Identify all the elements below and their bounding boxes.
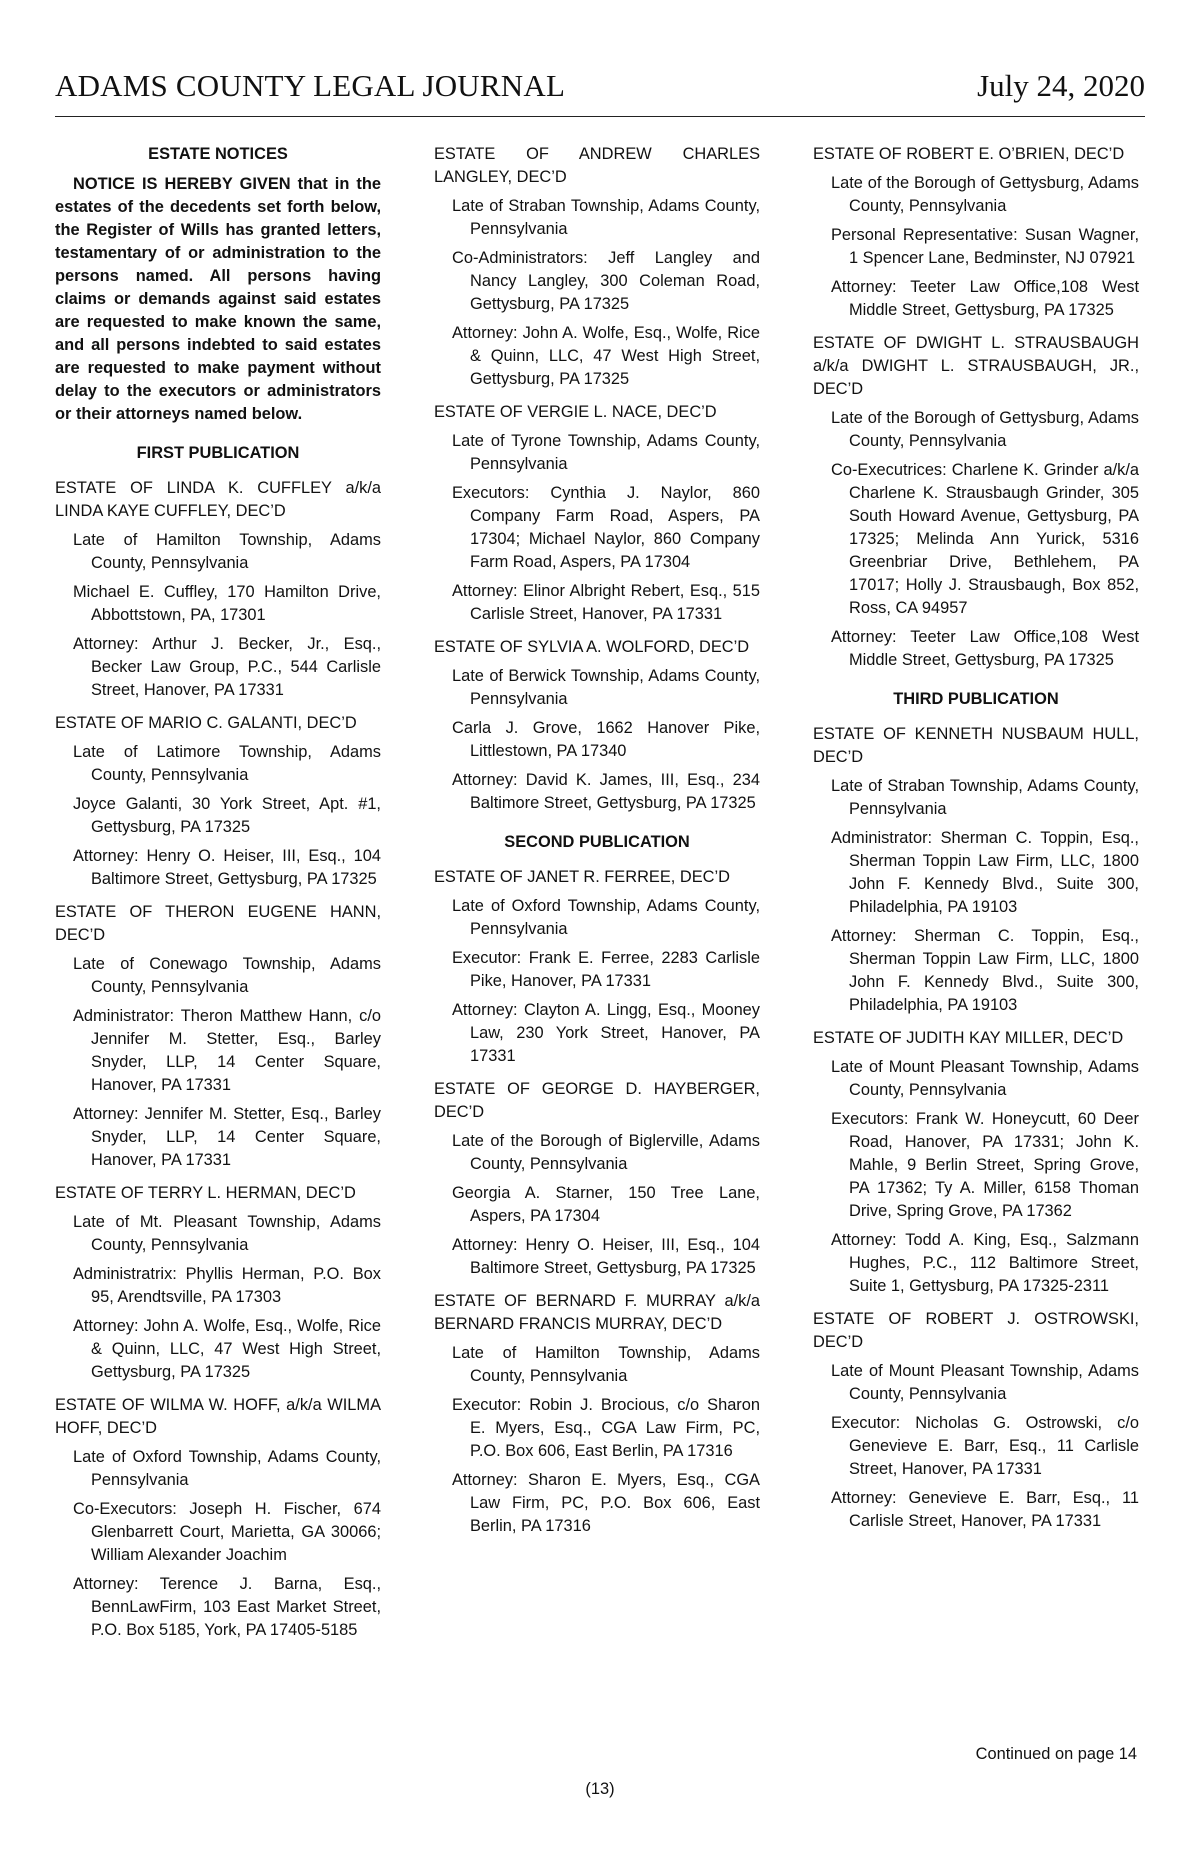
estate-notice [434,401,760,626]
estate-detail: Attorney: Sharon E. Myers, Esq., CGA Law Firm, PC, P.O. Box 606, East Berlin, PA 17316 [452,1471,760,1535]
estate-detail: Executor: Robin J. Brocious, c/o Sharon E. Myers, Esq., CGA Law Firm, PC, P.O. Box 606, East Berlin, PA 17316 [452,1396,760,1460]
estate-name: ESTATE OF VERGIE L. NACE, DEC’D [434,403,717,421]
estate-detail: Joyce Galanti, 30 York Street, Apt. #1, Gettysburg, PA 17325 [73,795,381,836]
estate-detail: Attorney: Teeter Law Office,108 West Middle Street, Gettysburg, PA 17325 [831,628,1139,669]
estate-detail: Late of Berwick Township, Adams County, Pennsylvania [452,667,760,708]
estate-notice [55,1182,381,1384]
estate-name: ESTATE OF ANDREW CHARLES LANGLEY, DEC’D [434,145,760,186]
estate-notice [434,1078,760,1280]
estate-detail: Late of Oxford Township, Adams County, Pennsylvania [73,1448,381,1489]
estate-detail: Attorney: Terence J. Barna, Esq., BennLawFirm, 103 East Market Street, P.O. Box 5185, York, PA 17405-5185 [73,1575,381,1639]
estate-name: ESTATE OF TERRY L. HERMAN, DEC’D [55,1184,356,1202]
estate-detail: Attorney: John A. Wolfe, Esq., Wolfe, Rice & Quinn, LLC, 47 West High Street, Gettysburg, PA 17325 [73,1317,381,1381]
estate-notice [55,477,381,702]
estate-name: ESTATE OF ROBERT E. O’BRIEN, DEC’D [813,145,1125,163]
estate-name: ESTATE OF KENNETH NUSBAUM HULL, DEC’D [813,725,1139,766]
estate-detail: Executor: Frank E. Ferree, 2283 Carlisle Pike, Hanover, PA 17331 [452,949,760,990]
estate-detail: Attorney: Sherman C. Toppin, Esq., Sherman Toppin Law Firm, LLC, 1800 John F. Kennedy Blvd., Suite 300, Philadelphia, PA 19103 [831,927,1139,1014]
estate-notice [813,723,1139,1017]
estate-detail: Co-Executrices: Charlene K. Grinder a/k/a Charlene K. Strausbaugh Grinder, 305 South Howard Avenue, Gettysburg, PA 17325; Melinda Ann Yurick, 5316 Greenbriar Drive, Bethlehem, PA 17017; Holly J. Strausbaugh, Box 852, Ross, CA 94957 [831,461,1139,617]
estate-notice [813,1027,1139,1298]
estate-notice [813,1308,1139,1533]
issue-date: July 24, 2020 [977,68,1145,103]
estate-name: ESTATE OF GEORGE D. HAYBERGER, DEC’D [434,1080,760,1121]
estate-detail: Late of Conewago Township, Adams County, Pennsylvania [73,955,381,996]
estate-detail: Executors: Cynthia J. Naylor, 860 Company Farm Road, Aspers, PA 17304; Michael Naylor, 860 Company Farm Road, Aspers, PA 17304 [452,484,760,571]
estate-name: ESTATE OF MARIO C. GALANTI, DEC’D [55,714,357,732]
estate-name: ESTATE OF WILMA W. HOFF, a/k/a WILMA HOFF, DEC’D [55,1396,381,1437]
estate-notice [434,866,760,1068]
estate-notice [55,1394,381,1642]
page-number: (13) [585,1780,615,1798]
estate-name: ESTATE OF THERON EUGENE HANN, DEC’D [55,903,381,944]
notice-intro: NOTICE IS HEREBY GIVEN that in the estates of the decedents set forth below, the Register of Wills has granted letters, testamentary of or administration to the persons named. All persons having claims or demands against said estates are requested to make known the same, and all persons indebted to said estates are requested to make payment without delay to the executors or administrators or their attorneys named below. [55,175,381,423]
estate-detail: Late of Mt. Pleasant Township, Adams County, Pennsylvania [73,1213,381,1254]
estate-notice [55,712,381,891]
journal-title: ADAMS COUNTY LEGAL JOURNAL [55,68,566,103]
estate-notice [434,1290,760,1538]
estate-name: ESTATE OF DWIGHT L. STRAUSBAUGH a/k/a DWIGHT L. STRAUSBAUGH, JR., DEC’D [813,334,1139,398]
estate-detail: Attorney: Teeter Law Office,108 West Middle Street, Gettysburg, PA 17325 [831,278,1139,319]
estate-detail: Late of Straban Township, Adams County, Pennsylvania [452,197,760,238]
estate-notice [813,143,1139,322]
estate-detail: Georgia A. Starner, 150 Tree Lane, Aspers, PA 17304 [452,1184,760,1225]
estate-notice [813,332,1139,672]
column-3 [813,143,1139,1543]
estate-detail: Executor: Nicholas G. Ostrowski, c/o Genevieve E. Barr, Esq., 11 Carlisle Street, Hanover, PA 17331 [831,1414,1139,1478]
estate-detail: Late of Mount Pleasant Township, Adams County, Pennsylvania [831,1362,1139,1403]
publication-heading: THIRD PUBLICATION [893,690,1059,708]
estate-detail: Late of Straban Township, Adams County, Pennsylvania [831,777,1139,818]
estate-detail: Late of the Borough of Gettysburg, Adams County, Pennsylvania [831,174,1139,215]
estate-detail: Attorney: Jennifer M. Stetter, Esq., Barley Snyder, LLP, 14 Center Square, Hanover, PA 17331 [73,1105,381,1169]
estate-detail: Late of Oxford Township, Adams County, Pennsylvania [452,897,760,938]
estate-detail: Attorney: Elinor Albright Rebert, Esq., 515 Carlisle Street, Hanover, PA 17331 [452,582,760,623]
section-title: ESTATE NOTICES [148,145,288,163]
journal-header [55,62,1145,117]
estate-detail: Executors: Frank W. Honeycutt, 60 Deer Road, Hanover, PA 17331; John K. Mahle, 9 Berlin Street, Spring Grove, PA 17362; Ty A. Miller, 6158 Thoman Drive, Spring Grove, PA 17362 [831,1110,1139,1220]
estate-notice [434,143,760,391]
estate-detail: Administrator: Sherman C. Toppin, Esq., Sherman Toppin Law Firm, LLC, 1800 John F. Kennedy Blvd., Suite 300, Philadelphia, PA 19103 [831,829,1139,916]
estate-name: ESTATE OF ROBERT J. OSTROWSKI, DEC’D [813,1310,1139,1351]
estate-detail: Administratrix: Phyllis Herman, P.O. Box 95, Arendtsville, PA 17303 [73,1265,381,1306]
estate-detail: Attorney: John A. Wolfe, Esq., Wolfe, Rice & Quinn, LLC, 47 West High Street, Gettysburg, PA 17325 [452,324,760,388]
estate-detail: Attorney: Arthur J. Becker, Jr., Esq., Becker Law Group, P.C., 544 Carlisle Street, Hanover, PA 17331 [73,635,381,699]
column-2 [434,143,760,1548]
estate-detail: Co-Executors: Joseph H. Fischer, 674 Glenbarrett Court, Marietta, GA 30066; William Alexander Joachim [73,1500,381,1564]
estate-detail: Late of Latimore Township, Adams County, Pennsylvania [73,743,381,784]
estate-detail: Attorney: David K. James, III, Esq., 234 Baltimore Street, Gettysburg, PA 17325 [452,771,760,812]
estate-detail: Co-Administrators: Jeff Langley and Nancy Langley, 300 Coleman Road, Gettysburg, PA 17325 [452,249,760,313]
estate-name: ESTATE OF BERNARD F. MURRAY a/k/a BERNARD FRANCIS MURRAY, DEC’D [434,1292,760,1333]
estate-name: ESTATE OF JANET R. FERREE, DEC’D [434,868,730,886]
estate-detail: Administrator: Theron Matthew Hann, c/o Jennifer M. Stetter, Esq., Barley Snyder, LLP, 14 Center Square, Hanover, PA 17331 [73,1007,381,1094]
column-1 [55,143,381,1652]
estate-detail: Late of the Borough of Gettysburg, Adams County, Pennsylvania [831,409,1139,450]
estate-name: ESTATE OF LINDA K. CUFFLEY a/k/a LINDA KAYE CUFFLEY, DEC’D [55,479,381,520]
publication-heading: FIRST PUBLICATION [136,444,300,462]
estate-notice [55,901,381,1172]
estate-detail: Late of the Borough of Biglerville, Adams County, Pennsylvania [452,1132,760,1173]
estate-detail: Late of Mount Pleasant Township, Adams County, Pennsylvania [831,1058,1139,1099]
estate-detail: Attorney: Henry O. Heiser, III, Esq., 104 Baltimore Street, Gettysburg, PA 17325 [452,1236,760,1277]
estate-detail: Attorney: Todd A. King, Esq., Salzmann Hughes, P.C., 112 Baltimore Street, Suite 1, Gettysburg, PA 17325-2311 [831,1231,1139,1295]
estate-name: ESTATE OF SYLVIA A. WOLFORD, DEC’D [434,638,750,656]
estate-name: ESTATE OF JUDITH KAY MILLER, DEC’D [813,1029,1124,1047]
estate-detail: Late of Tyrone Township, Adams County, Pennsylvania [452,432,760,473]
continued-note: Continued on page 14 [975,1745,1137,1763]
estate-detail: Personal Representative: Susan Wagner, 1 Spencer Lane, Bedminster, NJ 07921 [831,226,1139,267]
estate-detail: Attorney: Genevieve E. Barr, Esq., 11 Carlisle Street, Hanover, PA 17331 [831,1489,1139,1530]
estate-detail: Attorney: Henry O. Heiser, III, Esq., 104 Baltimore Street, Gettysburg, PA 17325 [73,847,381,888]
publication-heading: SECOND PUBLICATION [504,833,690,851]
estate-detail: Late of Hamilton Township, Adams County, Pennsylvania [73,531,381,572]
estate-detail: Late of Hamilton Township, Adams County, Pennsylvania [452,1344,760,1385]
estate-detail: Michael E. Cuffley, 170 Hamilton Drive, Abbottstown, PA, 17301 [73,583,381,624]
estate-notice [434,636,760,815]
estate-detail: Attorney: Clayton A. Lingg, Esq., Mooney Law, 230 York Street, Hanover, PA 17331 [452,1001,760,1065]
estate-detail: Carla J. Grove, 1662 Hanover Pike, Littlestown, PA 17340 [452,719,760,760]
